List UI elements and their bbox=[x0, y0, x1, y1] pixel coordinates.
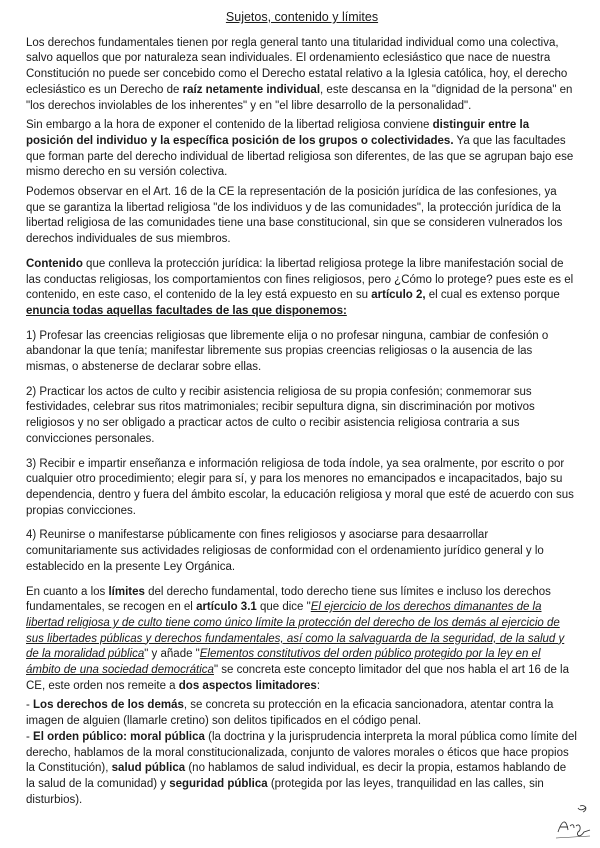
text-span: (protegida por las leyes, tranquilidad en las calles, sin disturbios). bbox=[26, 777, 544, 806]
bold-span: distinguir entre la posición del individuo y la específica posición de los grupos o colectividades. bbox=[26, 119, 530, 147]
text-span: Sin embargo a la hora de exponer el contenido de la libertad religiosa conviene bbox=[26, 119, 433, 132]
bold-underline-span: enuncia todas aquellas facultades de las que disponemos: bbox=[26, 304, 347, 317]
text-span: que dice " bbox=[256, 601, 311, 614]
bold-span: límites bbox=[108, 585, 145, 598]
text-span: Los derechos fundamentales tienen por regla general tanto una titularidad individual como una colectiva, salvo aquellos que por naturaleza sean individuales. El ordenamiento eclesiástico que nace de nuestra Constitución no puede ser concebido como el Derecho estatal relativo a la Iglesia católica, hoy, el derecho eclesiástico es un Derecho de bbox=[26, 36, 568, 96]
text-span: , este descansa en la "dignidad de la persona" en "los derechos inviolables de los inherentes" y en "el libre desarrollo de la personalidad". bbox=[26, 83, 573, 112]
list-item-3: 3) Recibir e impartir enseñanza e información religiosa de toda índole, ya sea oralmente, por escrito o por cualquier otro procedimiento; elegir para sí, y para los menores no emancipados e incapacitados, bajo su dependencia, dentro y fuera del ámbito escolar, la educación religiosa y moral que esté de acuerdo con sus propias convicciones. bbox=[26, 457, 574, 517]
text-span: : bbox=[316, 679, 321, 692]
bold-span: artículo 3.1 bbox=[196, 601, 257, 614]
bold-span: El orden público: moral pública bbox=[33, 730, 205, 743]
italic-quote: El ejercicio de los derechos dimanantes de la libertad religiosa y de culto tiene como único límite la protección del derecho de los demás al ejercicio de sus libertades públicas y derechos fundamentales, así como la salvaguarda de la seguridad, de la salud y de la moralidad pública bbox=[26, 601, 565, 661]
signature-icon bbox=[550, 802, 594, 842]
paragraph-limites bbox=[26, 585, 578, 695]
paragraph-titularidad bbox=[26, 36, 578, 115]
paragraph-contenido bbox=[26, 257, 578, 320]
list-item-1: 1) Profesar las creencias religiosas que libremente elija o no profesar ninguna, cambiar de confesión o abandonar la que tenía; manifestar libremente sus propias creencias religiosas o la ausencia de las mismas, o abstenerse de declarar sobre ellas. bbox=[26, 329, 549, 374]
text-span: que conlleva la protección jurídica: la libertad religiosa protege la libre manifestación social de las conductas religiosas, los comportamientos con fines religiosos, pero ¿Cómo lo protege? pues este es el contenido, en este caso, el contenido de la ley está expuesto en su bbox=[26, 257, 574, 302]
bold-span: Los derechos de los demás bbox=[33, 699, 184, 712]
bold-span: artículo 2, bbox=[371, 289, 426, 302]
paragraph-art16: Podemos observar en el Art. 16 de la CE la representación de la posición jurídica de las confesiones, ya que se garantiza la libertad religiosa "de los individuos y de las comunidades", la protección jurídica de la libertad religiosa de las comunidades tiene una base constitucional, sin que se consideren vulnerados los derechos individuales de sus miembros. bbox=[26, 186, 563, 246]
text-span: , se concreta su protección en la eficacia sancionadora, atentar contra la imagen de alguien (llamarle cretino) son delitos tipificados en el código penal. bbox=[26, 699, 554, 728]
bold-span: raíz netamente individual bbox=[182, 83, 321, 96]
bold-span: seguridad pública bbox=[169, 777, 268, 790]
text-span: del derecho fundamental, todo derecho tiene sus límites e incluso los derechos fundamentales, se recogen en el bbox=[26, 585, 551, 614]
paragraph-derechos-demas bbox=[26, 698, 578, 729]
text-span: " se concreta este concepto limitador del que nos habla el art 16 de la CE, este orden nos remeite a bbox=[26, 664, 570, 692]
italic-quote: Elementos constitutivos del orden público protegido por la ley en el ámbito de una sociedad democrática bbox=[26, 648, 541, 677]
text-span: (no hablamos de salud individual, es decir la propia, estamos hablando de la salud de la comunidad) y bbox=[26, 762, 567, 790]
text-span: En cuanto a los bbox=[26, 585, 109, 598]
text-span: (la doctrina y la jurisprudencia interpreta la moral pública como límite del derecho, hablamos de la moral constitucionalizada, conjunto de valores morales o éticos que hace propios la Constitución), bbox=[26, 730, 577, 775]
list-item-4: 4) Reunirse o manifestarse públicamente con fines religiosos y asociarse para desaarrollar comunitariamente sus actividades religiosas de conformidad con el ordenamiento jurídico general y lo establecido en la presente Ley Orgánica. bbox=[26, 529, 544, 573]
paragraph-distinguir bbox=[26, 118, 578, 181]
text-span: Ya que las facultades que forman parte del derecho individual de libertad religiosa son diferentes, de las que se agrupan bajo ese mismo derecho en su versión colectiva. bbox=[26, 134, 574, 179]
bold-span: salud pública bbox=[111, 762, 186, 775]
text-span: - bbox=[26, 730, 34, 743]
document-title: Sujetos, contenido y límites bbox=[225, 10, 379, 24]
bold-span: Contenido bbox=[26, 257, 83, 270]
document-page bbox=[26, 10, 578, 812]
text-span: " y añade " bbox=[144, 648, 200, 661]
bold-span: dos aspectos limitadores bbox=[178, 679, 317, 692]
text-span: el cual es extenso porque bbox=[425, 289, 560, 302]
text-span: - bbox=[26, 699, 34, 712]
paragraph-orden-publico bbox=[26, 730, 578, 809]
list-item-2: 2) Practicar los actos de culto y recibir asistencia religiosa de su propia confesión; conmemorar sus festividades, celebrar sus ritos matrimoniales; recibir sepultura digna, sin discriminación por motivos religiosos y no ser obligado a practicar actos de culto o recibir asistencia religiosa contraria a sus convicciones personales. bbox=[26, 385, 535, 445]
